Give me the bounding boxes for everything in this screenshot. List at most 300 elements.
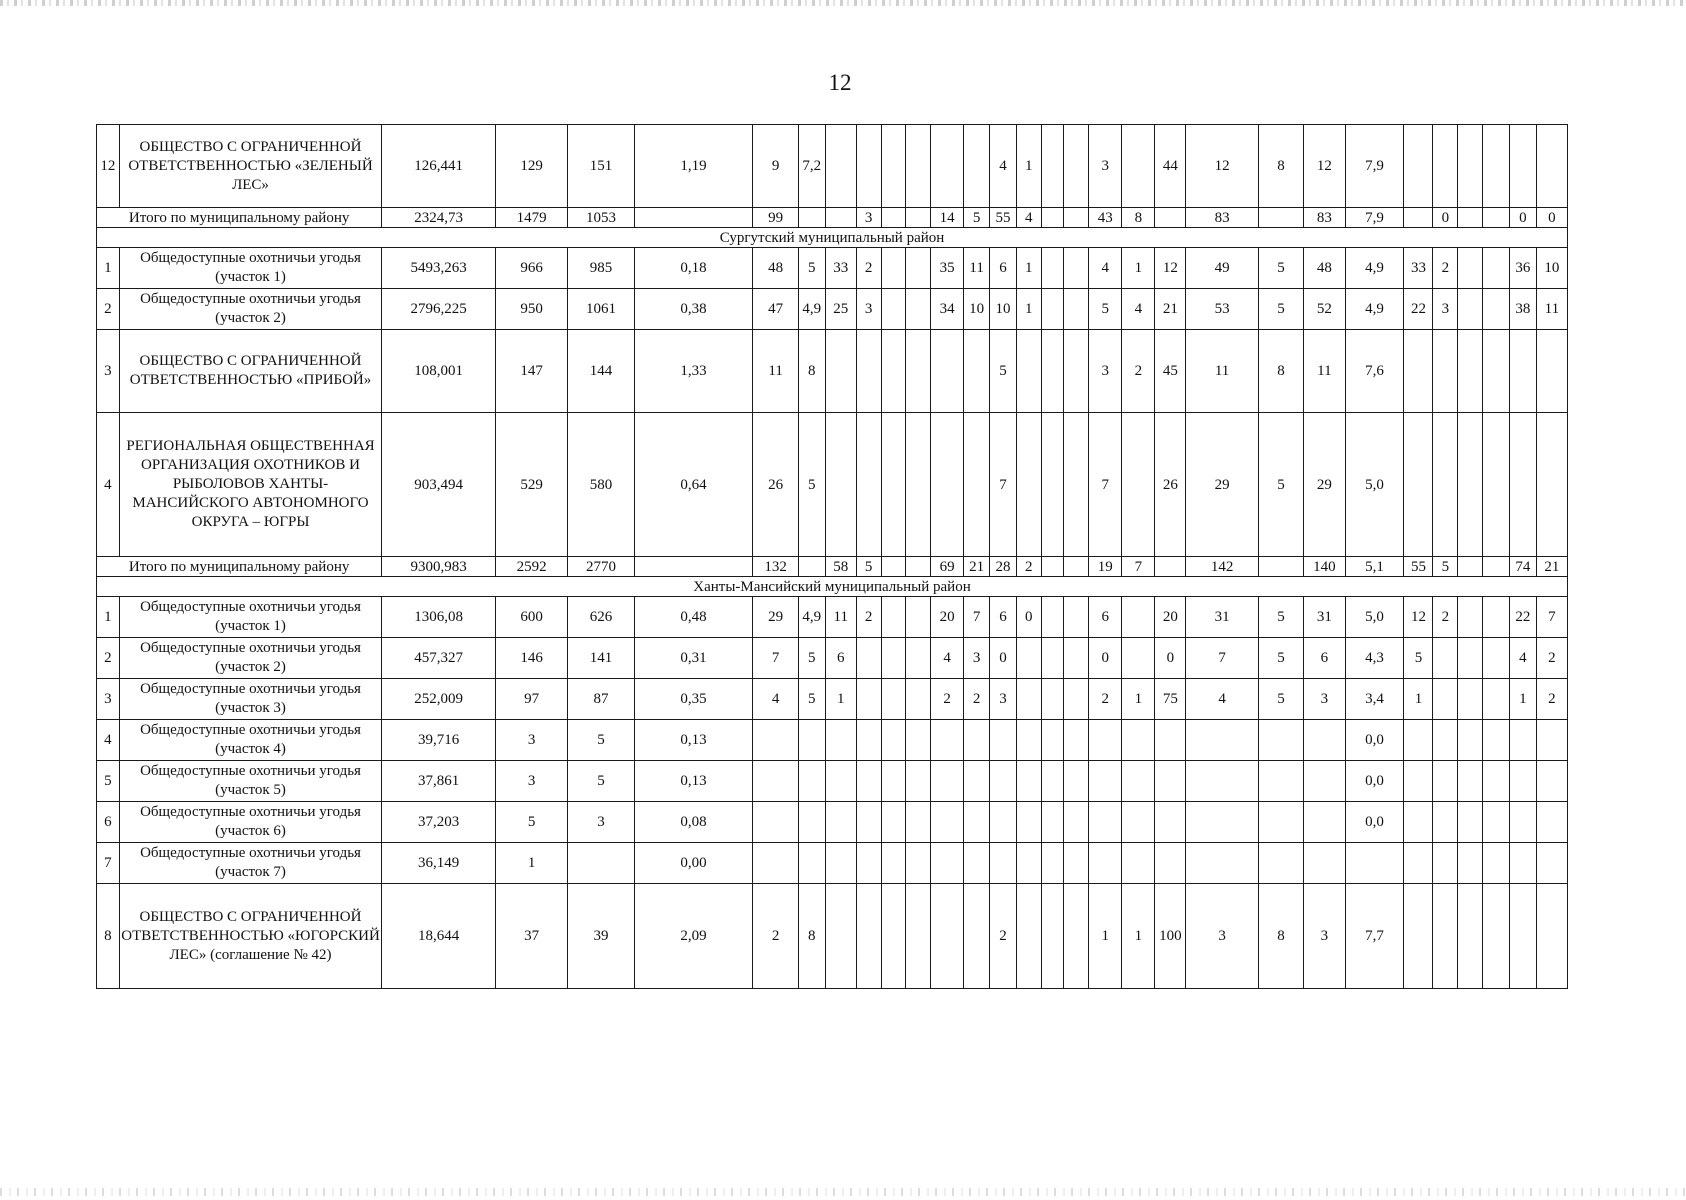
value-cell [1122, 597, 1155, 638]
total-cell [1258, 557, 1303, 577]
value-cell: 31 [1304, 597, 1345, 638]
hunting-ground-name: Общедоступные охотничьи угодья (участок 7) [119, 843, 382, 884]
value-cell: 1 [825, 679, 856, 720]
value-cell [1458, 679, 1483, 720]
total-cell: 55 [990, 208, 1017, 228]
total-cell [1155, 557, 1186, 577]
value-cell [906, 638, 931, 679]
value-cell [1404, 761, 1433, 802]
value-cell [1122, 638, 1155, 679]
value-cell: 1 [496, 843, 568, 884]
value-cell: 5 [1089, 289, 1122, 330]
value-cell: 2,09 [634, 884, 753, 989]
value-cell [881, 761, 906, 802]
value-cell: 37,203 [382, 802, 496, 843]
value-cell: 5 [990, 330, 1017, 413]
total-label: Итого по муниципальному району [97, 557, 382, 577]
value-cell [1064, 125, 1089, 208]
value-cell: 3 [1433, 289, 1458, 330]
value-cell [568, 843, 634, 884]
value-cell [1041, 413, 1064, 557]
row-number: 2 [97, 289, 120, 330]
value-cell [906, 248, 931, 289]
value-cell: 3 [990, 679, 1017, 720]
hunting-ground-name: ОБЩЕСТВО С ОГРАНИЧЕННОЙ ОТВЕТСТВЕННОСТЬЮ «ПРИБОЙ» [119, 330, 382, 413]
value-cell: 34 [931, 289, 964, 330]
value-cell: 3 [964, 638, 990, 679]
value-cell [1536, 843, 1567, 884]
value-cell: 5 [1404, 638, 1433, 679]
section-title: Сургутский муниципальный район [97, 228, 1568, 248]
value-cell: 38 [1509, 289, 1536, 330]
value-cell [1404, 330, 1433, 413]
value-cell: 11 [753, 330, 798, 413]
value-cell [1458, 802, 1483, 843]
value-cell [906, 330, 931, 413]
value-cell [825, 413, 856, 557]
value-cell [1089, 802, 1122, 843]
value-cell: 147 [496, 330, 568, 413]
value-cell [1509, 720, 1536, 761]
value-cell: 4 [1509, 638, 1536, 679]
value-cell [1155, 843, 1186, 884]
value-cell: 2 [1536, 638, 1567, 679]
value-cell: 0 [1016, 597, 1041, 638]
value-cell [1433, 330, 1458, 413]
value-cell [798, 720, 825, 761]
value-cell: 9 [753, 125, 798, 208]
total-cell [1458, 557, 1483, 577]
total-cell [1064, 208, 1089, 228]
value-cell: 0,35 [634, 679, 753, 720]
section-row [97, 228, 1568, 248]
value-cell: 97 [496, 679, 568, 720]
value-cell [1258, 761, 1303, 802]
value-cell: 7 [1186, 638, 1258, 679]
value-cell [1089, 843, 1122, 884]
value-cell: 3 [568, 802, 634, 843]
value-cell: 6 [825, 638, 856, 679]
value-cell [1433, 720, 1458, 761]
value-cell: 12 [1304, 125, 1345, 208]
value-cell: 5 [1258, 638, 1303, 679]
value-cell: 2 [753, 884, 798, 989]
value-cell: 5 [798, 413, 825, 557]
value-cell: 35 [931, 248, 964, 289]
value-cell [1122, 843, 1155, 884]
value-cell: 26 [753, 413, 798, 557]
value-cell: 25 [825, 289, 856, 330]
value-cell [881, 638, 906, 679]
value-cell: 2 [964, 679, 990, 720]
value-cell: 4,9 [1345, 248, 1404, 289]
value-cell [1345, 843, 1404, 884]
table-row [97, 638, 1568, 679]
value-cell [1483, 679, 1510, 720]
value-cell: 5 [798, 638, 825, 679]
value-cell: 26 [1155, 413, 1186, 557]
value-cell: 5 [1258, 413, 1303, 557]
value-cell: 2 [1536, 679, 1567, 720]
value-cell [1064, 597, 1089, 638]
value-cell [1186, 720, 1258, 761]
value-cell: 12 [1155, 248, 1186, 289]
value-cell [931, 330, 964, 413]
value-cell [906, 720, 931, 761]
value-cell [881, 597, 906, 638]
total-cell: 0 [1536, 208, 1567, 228]
total-cell: 74 [1509, 557, 1536, 577]
value-cell [990, 761, 1017, 802]
value-cell [906, 413, 931, 557]
value-cell [881, 843, 906, 884]
total-cell: 142 [1186, 557, 1258, 577]
total-cell [906, 557, 931, 577]
table-row [97, 125, 1568, 208]
value-cell: 47 [753, 289, 798, 330]
value-cell [1041, 843, 1064, 884]
value-cell [1433, 125, 1458, 208]
value-cell [906, 761, 931, 802]
total-cell: 132 [753, 557, 798, 577]
value-cell: 5 [798, 248, 825, 289]
value-cell: 529 [496, 413, 568, 557]
value-cell: 75 [1155, 679, 1186, 720]
value-cell [931, 720, 964, 761]
row-number: 3 [97, 330, 120, 413]
row-number: 5 [97, 761, 120, 802]
total-cell: 2324,73 [382, 208, 496, 228]
value-cell: 5,0 [1345, 597, 1404, 638]
value-cell: 4,9 [798, 597, 825, 638]
value-cell [906, 597, 931, 638]
value-cell: 8 [1258, 125, 1303, 208]
value-cell: 8 [1258, 330, 1303, 413]
value-cell [856, 761, 881, 802]
value-cell [1404, 843, 1433, 884]
value-cell: 1 [1016, 125, 1041, 208]
value-cell: 3 [1186, 884, 1258, 989]
value-cell: 5 [1258, 248, 1303, 289]
value-cell [856, 884, 881, 989]
value-cell: 5 [568, 720, 634, 761]
total-cell: 55 [1404, 557, 1433, 577]
value-cell [856, 413, 881, 557]
value-cell: 4 [1186, 679, 1258, 720]
value-cell [964, 125, 990, 208]
total-cell [825, 208, 856, 228]
value-cell [1458, 884, 1483, 989]
value-cell [856, 843, 881, 884]
value-cell: 0,64 [634, 413, 753, 557]
value-cell [906, 884, 931, 989]
value-cell [856, 802, 881, 843]
value-cell [931, 413, 964, 557]
value-cell: 3 [1089, 125, 1122, 208]
value-cell [1536, 802, 1567, 843]
value-cell [990, 720, 1017, 761]
value-cell [1155, 761, 1186, 802]
value-cell: 21 [1155, 289, 1186, 330]
value-cell [1483, 125, 1510, 208]
value-cell [964, 761, 990, 802]
hunting-ground-name: Общедоступные охотничьи угодья (участок 4) [119, 720, 382, 761]
value-cell [798, 761, 825, 802]
value-cell: 2 [931, 679, 964, 720]
total-cell: 1479 [496, 208, 568, 228]
total-cell: 28 [990, 557, 1017, 577]
value-cell: 6 [1089, 597, 1122, 638]
value-cell [1509, 761, 1536, 802]
value-cell: 1,33 [634, 330, 753, 413]
value-cell: 4 [931, 638, 964, 679]
value-cell: 0,48 [634, 597, 753, 638]
value-cell [753, 843, 798, 884]
value-cell: 20 [931, 597, 964, 638]
row-number: 2 [97, 638, 120, 679]
value-cell: 33 [1404, 248, 1433, 289]
value-cell: 20 [1155, 597, 1186, 638]
value-cell: 0,38 [634, 289, 753, 330]
total-cell: 2 [1016, 557, 1041, 577]
value-cell [856, 638, 881, 679]
value-cell [1433, 761, 1458, 802]
value-cell [1041, 125, 1064, 208]
value-cell [1404, 720, 1433, 761]
value-cell [825, 843, 856, 884]
value-cell: 7,2 [798, 125, 825, 208]
table-row [97, 289, 1568, 330]
value-cell: 146 [496, 638, 568, 679]
value-cell [1304, 761, 1345, 802]
value-cell: 7,7 [1345, 884, 1404, 989]
value-cell [931, 884, 964, 989]
value-cell: 141 [568, 638, 634, 679]
total-cell: 43 [1089, 208, 1122, 228]
total-cell: 7,9 [1345, 208, 1404, 228]
value-cell: 0,00 [634, 843, 753, 884]
value-cell [1155, 720, 1186, 761]
value-cell [1536, 720, 1567, 761]
value-cell: 52 [1304, 289, 1345, 330]
value-cell: 4 [753, 679, 798, 720]
value-cell [1122, 761, 1155, 802]
table-row [97, 761, 1568, 802]
value-cell [1483, 289, 1510, 330]
value-cell [753, 761, 798, 802]
value-cell [881, 330, 906, 413]
value-cell: 1 [1122, 679, 1155, 720]
value-cell: 31 [1186, 597, 1258, 638]
value-cell: 5,0 [1345, 413, 1404, 557]
value-cell [1016, 761, 1041, 802]
value-cell [1041, 248, 1064, 289]
value-cell [1433, 679, 1458, 720]
value-cell [1536, 413, 1567, 557]
table-row [97, 597, 1568, 638]
value-cell: 950 [496, 289, 568, 330]
value-cell [881, 413, 906, 557]
value-cell: 11 [1304, 330, 1345, 413]
value-cell [1509, 884, 1536, 989]
total-cell [1064, 557, 1089, 577]
value-cell: 252,009 [382, 679, 496, 720]
value-cell: 126,441 [382, 125, 496, 208]
value-cell: 0 [1155, 638, 1186, 679]
value-cell [1041, 330, 1064, 413]
total-cell: 4 [1016, 208, 1041, 228]
value-cell [964, 884, 990, 989]
value-cell: 1306,08 [382, 597, 496, 638]
value-cell: 12 [1404, 597, 1433, 638]
value-cell [1536, 125, 1567, 208]
value-cell: 0,13 [634, 761, 753, 802]
value-cell [1404, 125, 1433, 208]
value-cell: 3 [856, 289, 881, 330]
total-cell [1458, 208, 1483, 228]
table-row [97, 679, 1568, 720]
row-number: 4 [97, 413, 120, 557]
value-cell: 966 [496, 248, 568, 289]
total-cell: 9300,983 [382, 557, 496, 577]
value-cell [1016, 843, 1041, 884]
value-cell [1483, 330, 1510, 413]
total-cell [881, 557, 906, 577]
value-cell [1016, 884, 1041, 989]
value-cell: 7,6 [1345, 330, 1404, 413]
value-cell: 1 [1122, 884, 1155, 989]
value-cell [881, 125, 906, 208]
total-cell [1041, 208, 1064, 228]
value-cell [931, 125, 964, 208]
value-cell [1458, 843, 1483, 884]
hunting-ground-name: Общедоступные охотничьи угодья (участок 2) [119, 289, 382, 330]
value-cell: 8 [1258, 884, 1303, 989]
value-cell [1064, 802, 1089, 843]
value-cell [1458, 638, 1483, 679]
value-cell [1458, 761, 1483, 802]
value-cell [1483, 843, 1510, 884]
value-cell: 7 [753, 638, 798, 679]
value-cell [906, 125, 931, 208]
value-cell [906, 679, 931, 720]
total-cell: 0 [1509, 208, 1536, 228]
value-cell: 5 [1258, 597, 1303, 638]
value-cell: 22 [1404, 289, 1433, 330]
value-cell [753, 720, 798, 761]
total-cell [906, 208, 931, 228]
value-cell [1304, 843, 1345, 884]
hunting-ground-name: Общедоступные охотничьи угодья (участок 3) [119, 679, 382, 720]
section-row [97, 577, 1568, 597]
value-cell [1458, 289, 1483, 330]
value-cell [1089, 720, 1122, 761]
value-cell: 0,0 [1345, 761, 1404, 802]
value-cell: 1 [1509, 679, 1536, 720]
value-cell: 0,08 [634, 802, 753, 843]
value-cell [825, 720, 856, 761]
value-cell [1509, 330, 1536, 413]
value-cell: 2 [1089, 679, 1122, 720]
value-cell: 11 [825, 597, 856, 638]
value-cell [1509, 843, 1536, 884]
value-cell [931, 843, 964, 884]
value-cell: 2 [856, 597, 881, 638]
value-cell: 49 [1186, 248, 1258, 289]
total-cell [1483, 208, 1510, 228]
value-cell [1258, 843, 1303, 884]
value-cell [753, 802, 798, 843]
value-cell [1509, 802, 1536, 843]
table-row [97, 330, 1568, 413]
total-cell [634, 557, 753, 577]
value-cell [1041, 638, 1064, 679]
value-cell [825, 330, 856, 413]
value-cell: 11 [1536, 289, 1567, 330]
value-cell: 29 [1186, 413, 1258, 557]
value-cell: 7 [964, 597, 990, 638]
value-cell [1433, 638, 1458, 679]
value-cell: 3 [496, 761, 568, 802]
value-cell: 33 [825, 248, 856, 289]
value-cell [1483, 761, 1510, 802]
value-cell: 29 [753, 597, 798, 638]
total-cell: 58 [825, 557, 856, 577]
value-cell: 6 [1304, 638, 1345, 679]
value-cell: 2 [990, 884, 1017, 989]
row-number: 1 [97, 248, 120, 289]
value-cell [1041, 289, 1064, 330]
table-row [97, 843, 1568, 884]
total-cell [881, 208, 906, 228]
value-cell: 22 [1509, 597, 1536, 638]
value-cell [881, 289, 906, 330]
value-cell [1258, 720, 1303, 761]
value-cell: 0,0 [1345, 802, 1404, 843]
total-cell [798, 208, 825, 228]
value-cell: 108,001 [382, 330, 496, 413]
value-cell: 10 [990, 289, 1017, 330]
value-cell [825, 761, 856, 802]
value-cell [1064, 330, 1089, 413]
value-cell [856, 720, 881, 761]
value-cell: 5 [798, 679, 825, 720]
value-cell: 7 [1089, 413, 1122, 557]
value-cell [1458, 720, 1483, 761]
value-cell [1064, 720, 1089, 761]
value-cell [1041, 884, 1064, 989]
value-cell [964, 720, 990, 761]
value-cell: 985 [568, 248, 634, 289]
value-cell: 2 [1122, 330, 1155, 413]
value-cell [1122, 802, 1155, 843]
value-cell [906, 843, 931, 884]
value-cell [1304, 802, 1345, 843]
value-cell [1483, 413, 1510, 557]
value-cell [931, 802, 964, 843]
value-cell: 39,716 [382, 720, 496, 761]
value-cell: 0,13 [634, 720, 753, 761]
value-cell: 7,9 [1345, 125, 1404, 208]
value-cell: 48 [1304, 248, 1345, 289]
scan-edge-top [0, 0, 1686, 6]
value-cell: 0 [1089, 638, 1122, 679]
value-cell: 6 [990, 597, 1017, 638]
hunting-ground-name: Общедоступные охотничьи угодья (участок 1) [119, 597, 382, 638]
table-row [97, 884, 1568, 989]
value-cell [1016, 413, 1041, 557]
value-cell [1041, 761, 1064, 802]
